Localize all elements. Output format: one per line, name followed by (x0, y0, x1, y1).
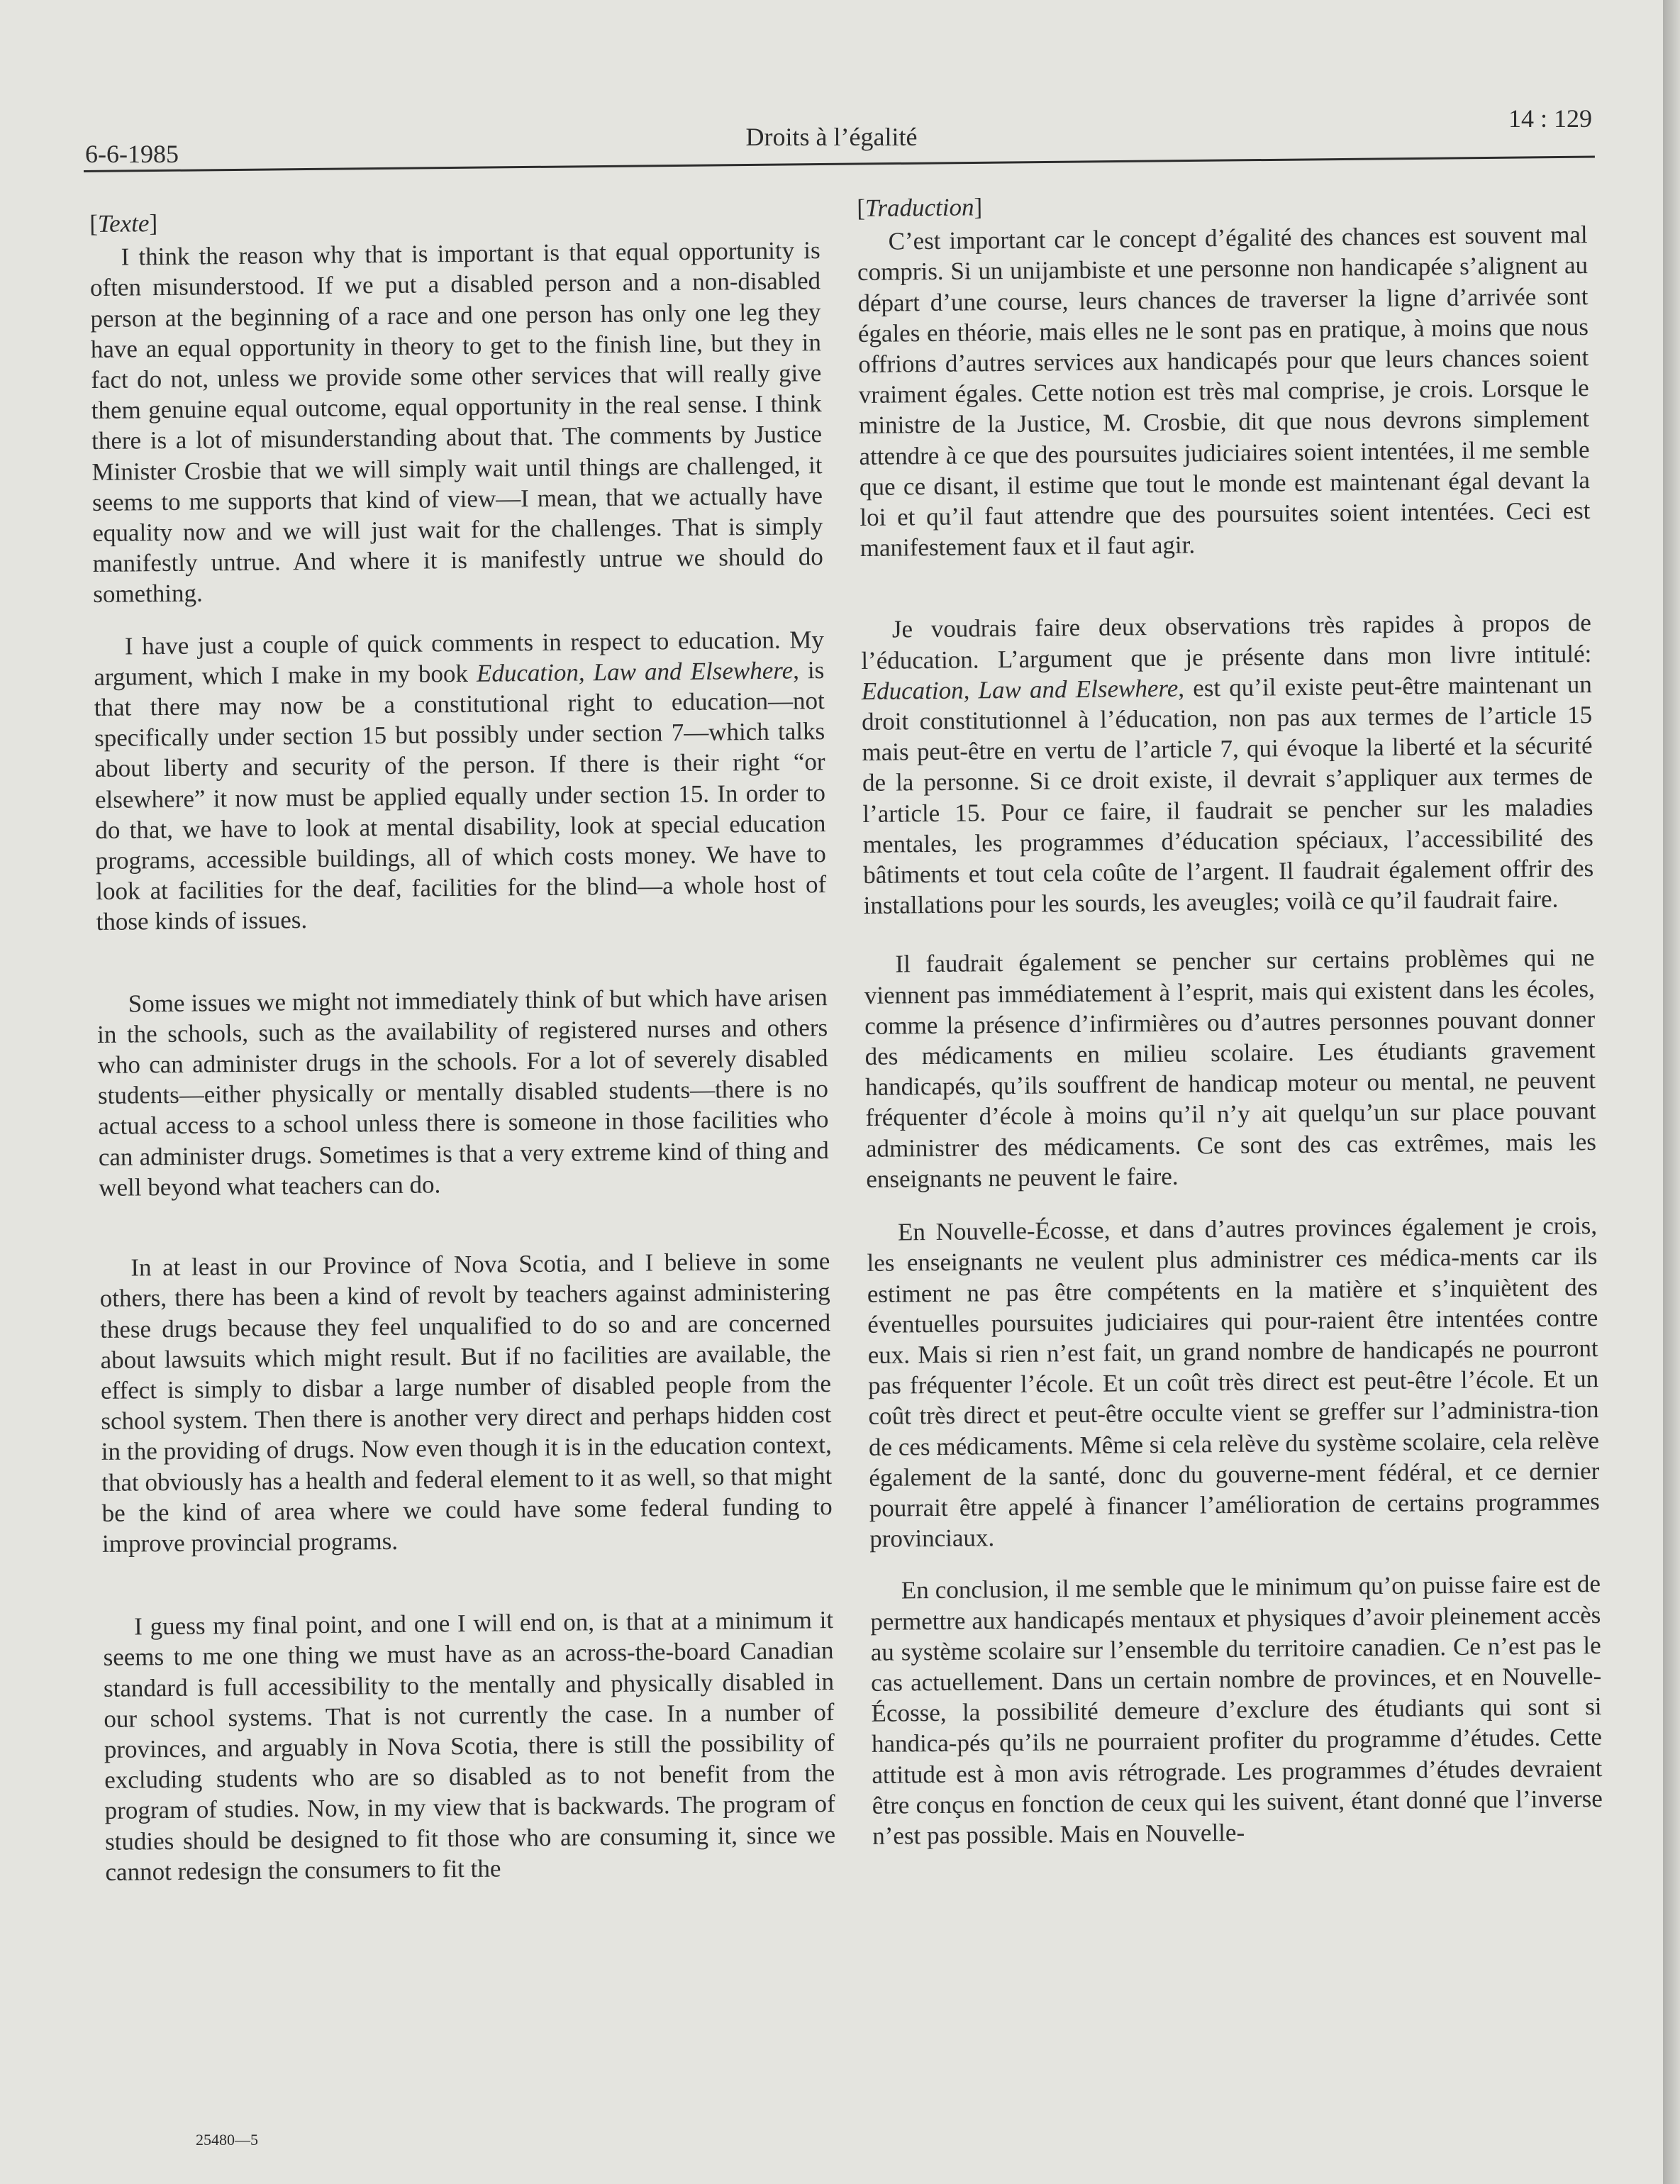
english-column (89, 201, 836, 1888)
header-page-number: 14 : 129 (1508, 104, 1592, 133)
paragraph: I think the reason why that is important is that equal opportunity is often misunderstood. If we put a disabled person and a non-disabled person at the beginning of a race and one person has only one leg they have an equal opportunity in theory to get to the finish line, but they in fact do not, unless we provide some other services that will really give them genuine equal outcome, equal opportunity in the real sense. I think there is a lot of misunderstanding about that. The comments by Justice Minister Crosbie that we will simply wait until things are challenged, it seems to me supports that kind of view—I mean, that we actually have equality now and we will just wait for the challenges. That is simply manifestly untrue. And where it is manifestly untrue we should do something. (89, 236, 823, 609)
book-title: Education, Law and Elsewhere (861, 674, 1179, 705)
header-title: Droits à l’égalité (745, 123, 918, 151)
paragraph: Some issues we might not immediately think of but which have arisen in the schools, such as the availability of registered nurses and others who can administer drugs in the schools. For a lot of severely disabled students—either physically or mentally disabled students—there is no actual access to a school unless there is someone in those facilities who can administer drugs. Sometimes is that a very extreme kind of thing and well beyond what teachers can do. (96, 982, 829, 1202)
paragraph: C’est important car le concept d’égalité des chances est souvent mal compris. Si un unijambiste et une personne non handicapée s’alignent au départ d’une course, leurs chances de traverser la ligne d’arrivée sont égales en théorie, mais elles ne le sont pas en pratique, à moins que nous offrions d’autres services aux handicapés pour que leurs chances soient vraiment égales. Cette notion est très mal comprise, je crois. Lorsque le ministre de la Justice, M. Crosbie, dit que nous devrons simplement attendre à ce que des poursuites judiciaires soient intentées, il me semble que ce disant, il estime que tout le monde est maintenant égal devant la loi et qu’il faut attendre que des poursuites soient intentées. Ceci est manifestement faux et il faut agir. (857, 221, 1591, 562)
french-column (857, 186, 1603, 1851)
paragraph: En Nouvelle-Écosse, et dans d’autres provinces également je crois, les enseignants ne veulent plus administrer ces médica-ments car ils estiment ne pas être compétents en la matière et s’inquiètent des éventuelles poursuites judiciaires qui pour-raient être intentées contre eux. Mais si rien n’est fait, un grand nombre de handicapés ne pourront pas fréquenter l’école. Et un coût très direct est peut-être l’école. Et un coût très direct et peut-être occulte vient se greffer sur l’administra-tion de ces médicaments. Même si cela relève du système scolaire, cela relève également de la santé, donc du gouverne-ment fédéral, et ce dernier pourrait être appelé à financer l’amélioration de certains programmes provinciaux. (867, 1212, 1600, 1553)
column-tag: [Texte] (89, 209, 158, 238)
book-title: Education, Law and Elsewhere (476, 656, 794, 687)
paragraph: Il faudrait également se pencher sur certains problèmes qui ne viennent pas immédiatement à l’esprit, mais qui existent dans les écoles, comme la présence d’infirmières ou d’autres personnes pouvant donner des médicaments en milieu scolaire. Les étudiants gravement handicapés, qu’ils souffrent de handicap moteur ou mental, ne peuvent fréquenter d’école à moins qu’il n’y ait quelqu’un sur place pouvant administrer des médicaments. Ce sont des cas extrêmes, mais les enseignants ne peuvent le faire. (864, 943, 1597, 1193)
paragraph: In at least in our Province of Nova Scotia, and I believe in some others, there has been a kind of revolt by teachers against administering these drugs because they feel unqualified to do so and are concerned about lawsuits which might result. But if no facilities are available, the effect is simply to disbar a large number of disabled people from the school system. Then there is another very direct and perhaps hidden cost in the providing of drugs. Now even though it is in the education context, that obviously has a health and federal element to it as well, so that might be the kind of area where we could have some federal funding to improve provincial programs. (99, 1247, 833, 1558)
paragraph: I have just a couple of quick comments in respect to education. My argument, which I make in my book Education, Law and Elsewhere, is that there may now be a constitutional right to education—not specifically under section 15 but possibly under section 7—which talks about liberty and security of the person. If there is their right “or elsewhere” it now must be applied equally under section 15. In order to do that, we have to look at mental disability, look at special education programs, accessible buildings, all of which costs money. We have to look at facilities for the deaf, facilities for the blind—a whole host of those kinds of issues. (94, 625, 827, 936)
header-rule (84, 156, 1595, 172)
paragraph: En conclusion, il me semble que le minimum qu’on puisse faire est de permettre aux handicapés mentaux et physiques d’avoir pleinement accès au système scolaire sur l’ensemble du territoire canadien. Ce n’est pas le cas actuellement. Dans un certain nombre de provinces, et en Nouvelle-Écosse, la possibilité demeure d’exclure des étudiants qui sont si handica-pés qu’ils ne pourraient profiter du programme d’études. Cette attitude est à mon avis rétrograde. Les programmes d’études devraient être conçus en fonction de ceux qui les suivent, étant donné que l’inverse n’est pas possible. Mais en Nouvelle- (870, 1570, 1603, 1850)
footer-code: 25480—5 (196, 2131, 258, 2149)
paragraph: I guess my final point, and one I will end on, is that at a minimum it seems to me one thing we must have as an across-the-board Canadian standard is full accessibility to the mentally and physically disabled in our school systems. That is not currently the case. In a number of provinces, and arguably in Nova Scotia, there is still the possibility of excluding students who are so disabled as to not benefit from the program of studies. Now, in my view that is backwards. The program of studies should be designed to fit those who are consuming it, since we cannot redesign the consumers to fit the (103, 1606, 836, 1886)
column-tag: [Traduction] (857, 193, 983, 222)
page-edge (1663, 0, 1680, 2184)
header-date: 6-6-1985 (85, 140, 179, 168)
paragraph: Je voudrais faire deux observations très rapides à propos de l’éducation. L’argument que je présente dans mon livre intitulé: Education, Law and Elsewhere, est qu’il existe peut-être maintenant un droit constitutionnel à l’éducation, non pas aux termes de l’article 15 mais peut-être en vertu de l’article 7, qui évoque la liberté et la sécurité de la personne. Si ce droit existe, il devrait s’appliquer aux termes de l’article 15. Pour ce faire, il faudrait se pencher sur les maladies mentales, les programmes d’éducation spéciaux, l’accessibilité des bâtiments et tout cela coûte de l’argent. Il faudrait également offrir des installations pour les sourds, les aveugles; voilà ce qu’il faudrait faire. (861, 609, 1594, 920)
